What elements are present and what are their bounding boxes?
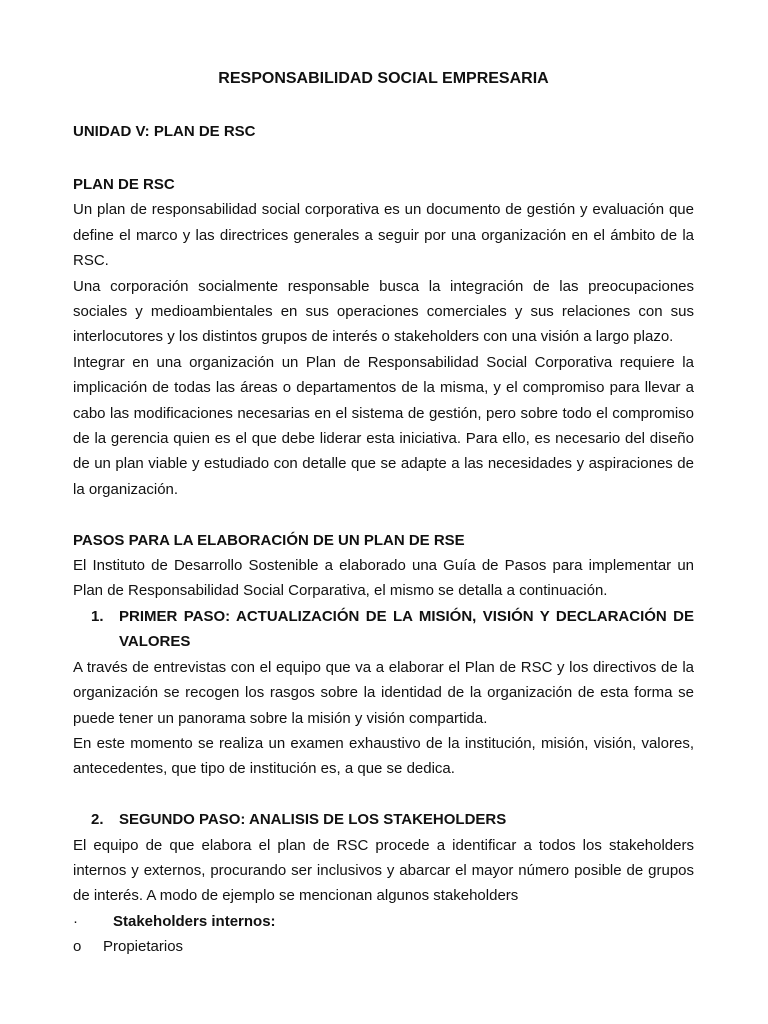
list-item [73, 909, 694, 934]
step-heading-1 [73, 604, 694, 655]
paragraph: En este momento se realiza un examen exhaustivo de la institución, misión, visión, valores, antecedentes, que tipo de institución es, a que se dedica. [73, 734, 694, 778]
sub-list-item-label: Propietarios [103, 938, 184, 956]
sub-bullet-marker: o [73, 938, 82, 956]
spacer [73, 502, 694, 527]
paragraph: El equipo de que elabora el plan de RSC procede a identificar a todos los stakeholders internos y externos, procurando ser inclusivos y abarcar el mayor número posible de grupos de interés. A modo de ejemplo se mencionan algunos stakeholders [73, 836, 694, 905]
sub-list-item [73, 934, 694, 959]
step-heading-2 [73, 807, 694, 832]
bullet-marker: · [73, 912, 78, 930]
paragraph: Un plan de responsabilidad social corporativa es un documento de gestión y evaluación que define el marco y las directrices generales a seguir por una organización en el ámbito de la RSC. [73, 201, 694, 270]
paragraph: A través de entrevistas con el equipo que va a elaborar el Plan de RSC y los directivos de la organización se recogen los rasgos sobre la identidad de la organización de esta forma se puede tener un panorama sobre la misión y visión compartida. [73, 658, 694, 727]
paragraph: El Instituto de Desarrollo Sostenible a elaborado una Guía de Pasos para implementar un Plan de Responsabilidad Social Corparativa, el mismo se detalla a continuación. [73, 557, 694, 600]
step-title: SEGUNDO PASO: ANALISIS DE LOS STAKEHOLDERS [119, 811, 507, 829]
document-body [73, 172, 694, 960]
list-item-label: Stakeholders internos: [113, 912, 276, 930]
step-number: 2. [91, 811, 104, 829]
unit-heading: UNIDAD V: PLAN DE RSC [73, 123, 256, 140]
paragraph: Integrar en una organización un Plan de Responsabilidad Social Corporativa requiere la implicación de todas las áreas o departamentos de la misma, y el compromiso para llevar a cabo las modificaciones necesarias en el sistema de gestión, pero sobre todo el compromiso de la gerencia quien es el que debe liderar esta iniciativa. Para ello, es necesario del diseño de un plan viable y estudiado con detalle que se adapte a las necesidades y aspiraciones de la organización. [73, 353, 694, 498]
step-title: PRIMER PASO: ACTUALIZACIÓN DE LA MISIÓN, VISIÓN Y DECLARACIÓN DE VALORES [119, 607, 694, 651]
document-title: RESPONSABILIDAD SOCIAL EMPRESARIA [218, 70, 549, 87]
paragraph: Una corporación socialmente responsable busca la integración de las preocupaciones sociales y medioambientales en sus operaciones comerciales y sus relaciones con sus interlocutores y los distintos grupos de interés o stakeholders con una visión a largo plazo. [73, 277, 694, 346]
step-number: 1. [91, 607, 104, 625]
section-heading-plan-rsc: PLAN DE RSC [73, 176, 175, 193]
spacer [73, 782, 694, 807]
section-heading-pasos: PASOS PARA LA ELABORACIÓN DE UN PLAN DE RSE [73, 531, 465, 549]
